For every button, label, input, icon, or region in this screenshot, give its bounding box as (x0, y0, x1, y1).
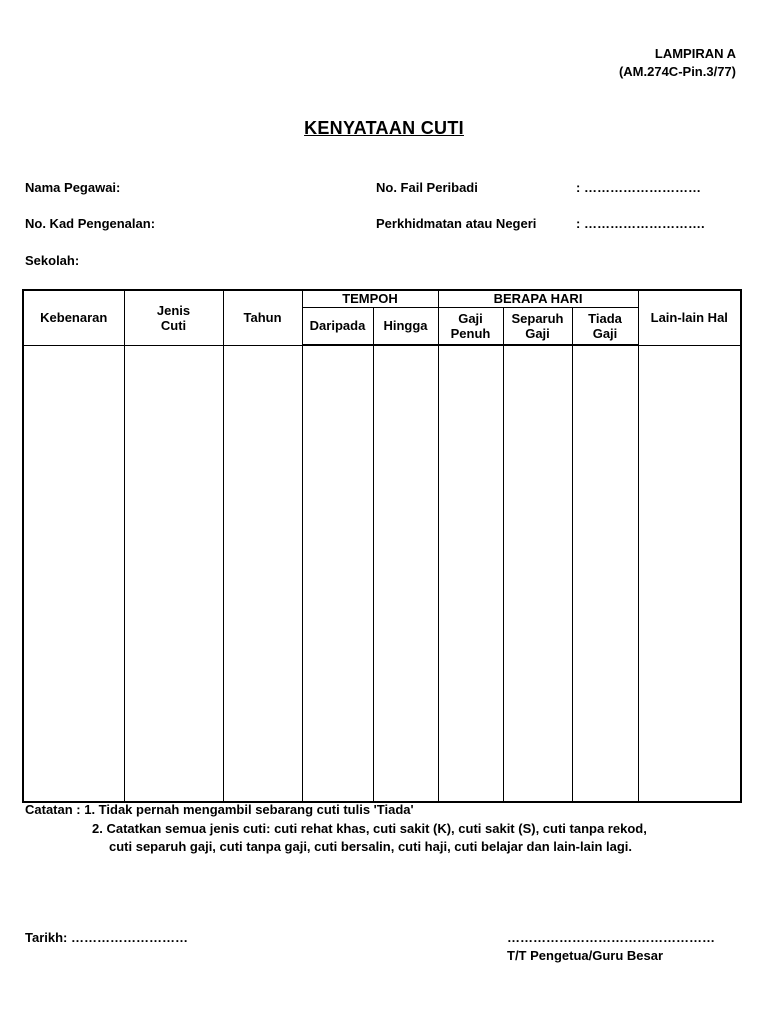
cell-separuh-gaji[interactable] (503, 345, 572, 802)
cell-jenis-cuti[interactable] (124, 345, 223, 802)
header-tiada-gaji-line2: Gaji (592, 325, 618, 341)
header-kebenaran: Kebenaran (23, 290, 124, 345)
leave-table (22, 289, 742, 803)
nama-pegawai-label: Nama Pegawai: (25, 180, 121, 195)
cell-tahun[interactable] (223, 345, 302, 802)
cell-daripada[interactable] (302, 345, 373, 802)
header-berapa-hari: BERAPA HARI (438, 290, 638, 307)
cell-kebenaran[interactable] (23, 345, 124, 802)
header-gaji-penuh-line2: Penuh (450, 325, 491, 341)
header-tiada-gaji-line1: Tiada (588, 310, 622, 326)
header-separuh-gaji-line1: Separuh (511, 310, 564, 326)
note-line-2: 2. Catatkan semua jenis cuti: cuti rehat khas, cuti sakit (K), cuti sakit (S), cuti tanpa rekod, (92, 821, 647, 836)
header-gaji-penuh-line1: Gaji (458, 310, 483, 326)
header-tahun: Tahun (223, 290, 302, 345)
no-kad-pengenalan-label: No. Kad Pengenalan: (25, 216, 156, 231)
header-jenis-cuti (124, 290, 223, 345)
header-jenis-cuti-line2: Cuti (160, 317, 187, 333)
cell-gaji-penuh[interactable] (438, 345, 503, 802)
table-body-row (23, 345, 741, 802)
cell-hingga[interactable] (373, 345, 438, 802)
cell-tiada-gaji[interactable] (572, 345, 638, 802)
header-jenis-cuti-line1: Jenis (156, 302, 191, 318)
lampiran-label: LAMPIRAN A (654, 46, 736, 61)
perkhidmatan-field: : ………………………. (576, 216, 705, 231)
perkhidmatan-label: Perkhidmatan atau Negeri (376, 216, 537, 231)
note-line-1: Catatan : 1. Tidak pernah mengambil sebarang cuti tulis 'Tiada' (25, 802, 414, 817)
header-separuh-gaji (503, 307, 572, 345)
header-tempoh: TEMPOH (302, 290, 438, 307)
cell-lain-lain-hal[interactable] (638, 345, 741, 802)
tarikh-field: Tarikh: ……………………… (25, 930, 188, 945)
header-daripada: Daripada (302, 307, 373, 345)
note-line-3: cuti separuh gaji, cuti tanpa gaji, cuti bersalin, cuti haji, cuti belajar dan lain-lain lagi. (109, 839, 633, 854)
form-reference: (AM.274C-Pin.3/77) (618, 64, 736, 79)
header-gaji-penuh (438, 307, 503, 345)
header-lain-lain-hal: Lain-lain Hal (638, 290, 741, 345)
signature-label: T/T Pengetua/Guru Besar (507, 948, 664, 963)
no-fail-peribadi-field: : ……………………… (576, 180, 701, 195)
header-hingga: Hingga (373, 307, 438, 345)
page-title: KENYATAAN CUTI (304, 118, 464, 138)
header-tiada-gaji (572, 307, 638, 345)
sekolah-label: Sekolah: (25, 253, 80, 268)
no-fail-peribadi-label: No. Fail Peribadi (376, 180, 478, 195)
header-separuh-gaji-line2: Gaji (525, 325, 550, 341)
signature-line: ………………………………………… (507, 930, 715, 945)
